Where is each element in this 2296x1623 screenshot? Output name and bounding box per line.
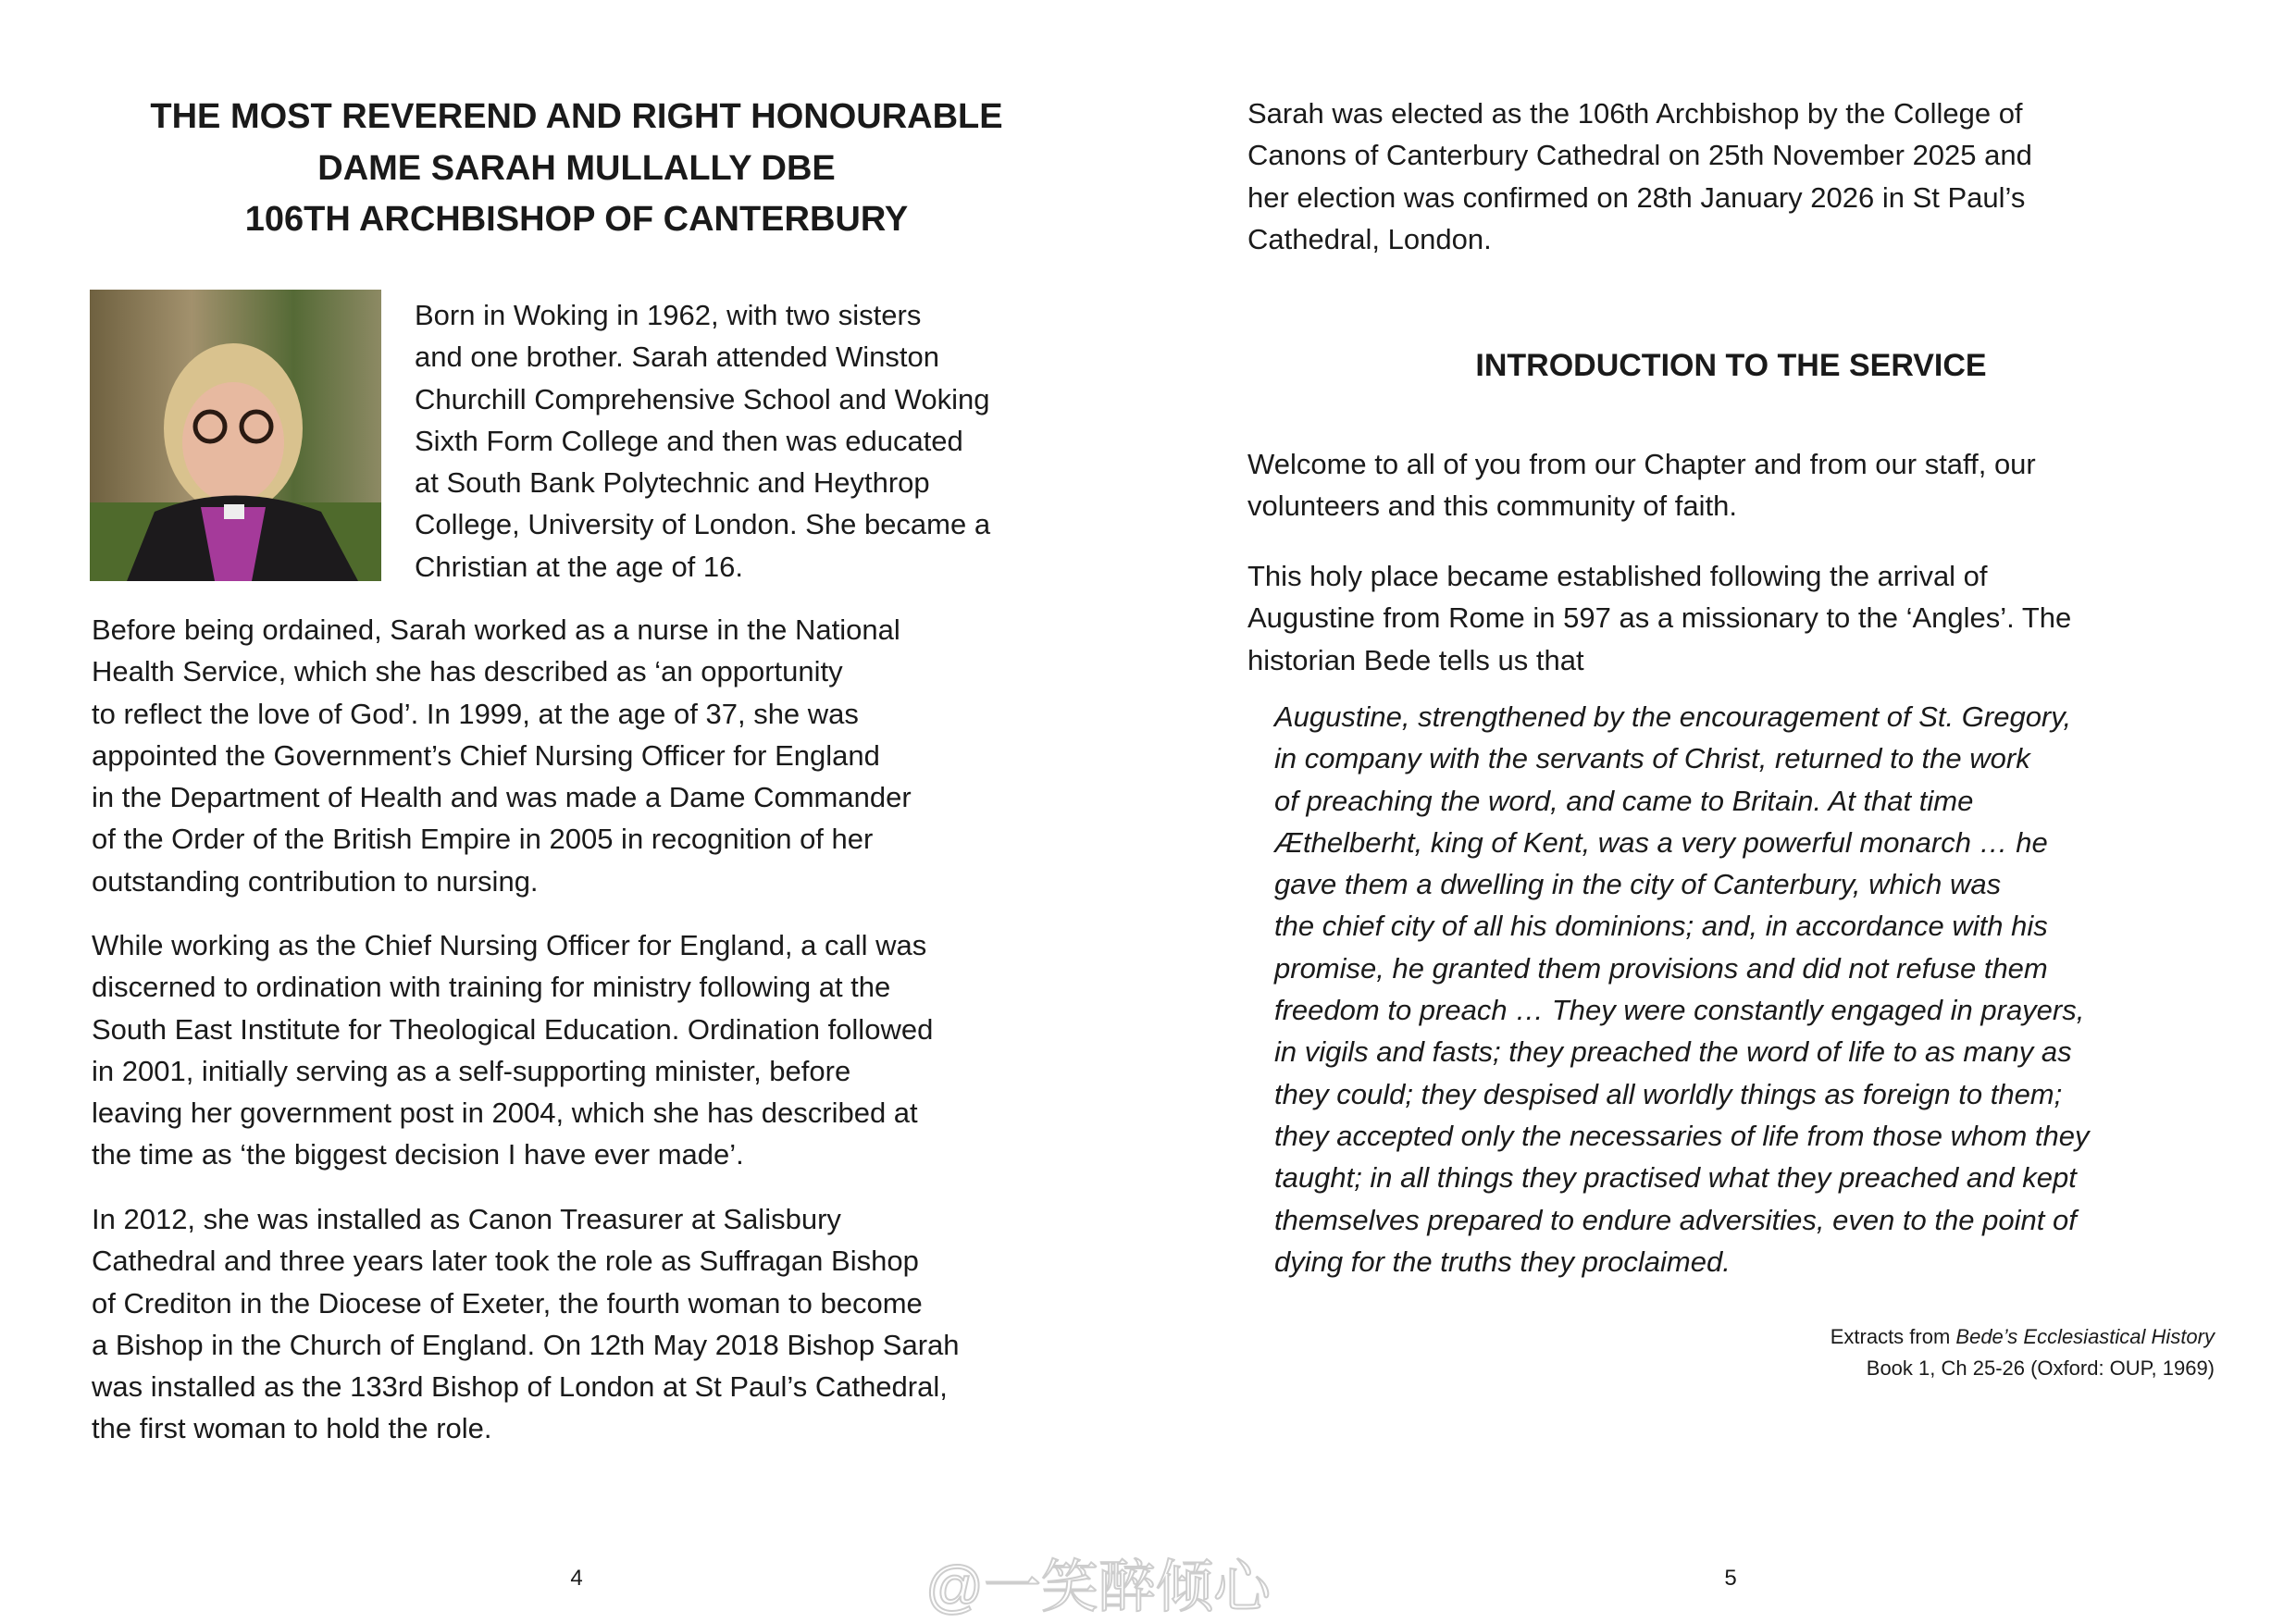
text-line: they accepted only the necessaries of life from those whom they <box>1274 1119 2090 1152</box>
page-number-left: 4 <box>570 1566 583 1591</box>
title-line: 106TH ARCHBISHOP OF CANTERBURY <box>244 200 909 239</box>
portrait-photo <box>90 290 381 581</box>
text-line: taught; in all things they practised what they preached and kept <box>1274 1161 2077 1195</box>
text-line: leaving her government post in 2004, which she has described at <box>92 1096 918 1130</box>
citation-source: Book 1, Ch 25-26 (Oxford: OUP, 1969) <box>1866 1357 2215 1380</box>
text-line: Health Service, which she has described as ‘an opportunity <box>92 655 843 688</box>
history-paragraph <box>1247 555 2071 681</box>
text-line: Augustine, strengthened by the encouragement of St. Gregory, <box>1274 700 2072 733</box>
text-line: promise, he granted them provisions and did not refuse them <box>1274 951 2048 985</box>
text-line: outstanding contribution to nursing. <box>92 864 539 898</box>
text-line: freedom to preach … They were constantly engaged in prayers, <box>1274 994 2085 1027</box>
citation-prefix: Extracts from <box>1830 1325 1956 1348</box>
text-line: Cathedral and three years later took the role as Suffragan Bishop <box>92 1245 919 1278</box>
text-line: Before being ordained, Sarah worked as a nurse in the National <box>92 613 900 646</box>
text-line: Cathedral, London. <box>1247 222 1492 255</box>
text-line: discerned to ordination with training for ministry following at the <box>92 971 891 1004</box>
welcome-paragraph <box>1247 443 2036 527</box>
text-line: Churchill Comprehensive School and Woking <box>415 382 990 415</box>
citation <box>1831 1321 2215 1384</box>
text-line: Sarah was elected as the 106th Archbishop by the College of <box>1247 97 2023 130</box>
text-line: Born in Woking in 1962, with two sisters <box>415 299 922 331</box>
citation-title: Bede’s Ecclesiastical History <box>1955 1325 2215 1348</box>
text-line: appointed the Government’s Chief Nursing Officer for England <box>92 738 880 772</box>
text-line: in 2001, initially serving as a self-supporting minister, before <box>92 1054 851 1087</box>
bede-quote <box>1274 696 2090 1282</box>
bio-paragraph-3 <box>92 924 933 1176</box>
text-line: volunteers and this community of faith. <box>1247 489 1737 523</box>
section-heading: INTRODUCTION TO THE SERVICE <box>1475 348 1987 383</box>
title-line: DAME SARAH MULLALLY DBE <box>317 148 836 188</box>
text-line: historian Bede tells us that <box>1247 643 1584 676</box>
title-line: THE MOST REVEREND AND RIGHT HONOURABLE <box>150 97 1003 136</box>
text-line: While working as the Chief Nursing Officer for England, a call was <box>92 929 927 961</box>
text-line: of Crediton in the Diocese of Exeter, the fourth woman to become <box>92 1286 923 1319</box>
text-line: a Bishop in the Church of England. On 12th May 2018 Bishop Sarah <box>92 1328 960 1361</box>
text-line: Christian at the age of 16. <box>415 550 744 583</box>
text-line: Augustine from Rome in 597 as a missionary to the ‘Angles’. The <box>1247 601 2072 635</box>
text-line: gave them a dwelling in the city of Canterbury, which was <box>1274 868 2002 901</box>
text-line: of the Order of the British Empire in 2005 in recognition of her <box>92 823 874 856</box>
text-line: the first woman to hold the role. <box>92 1412 492 1445</box>
text-line: the time as ‘the biggest decision I have ever made’. <box>92 1138 744 1171</box>
text-line: at South Bank Polytechnic and Heythrop <box>415 466 930 500</box>
page-number-right: 5 <box>1724 1566 1737 1591</box>
text-line: Æthelberht, king of Kent, was a very powerful monarch … he <box>1274 825 2048 859</box>
text-line: in the Department of Health and was made a Dame Commander <box>92 781 912 814</box>
text-line: the chief city of all his dominions; and, in accordance with his <box>1274 910 2048 943</box>
election-paragraph <box>1247 93 2032 260</box>
text-line: in vigils and fasts; they preached the word of life to as many as <box>1274 1035 2072 1069</box>
text-line: Canons of Canterbury Cathedral on 25th November 2025 and <box>1247 139 2032 172</box>
page-title <box>0 92 1153 246</box>
text-line: they could; they despised all worldly things as foreign to them; <box>1274 1077 2063 1110</box>
bio-paragraph-4 <box>92 1198 960 1450</box>
bio-paragraph-1 <box>415 294 990 588</box>
text-line: South East Institute for Theological Education. Ordination followed <box>92 1012 934 1046</box>
text-line: her election was confirmed on 28th January 2026 in St Paul’s <box>1247 180 2026 214</box>
text-line: in company with the servants of Christ, returned to the work <box>1274 742 2030 775</box>
text-line: Sixth Form College and then was educated <box>415 424 963 457</box>
text-line: College, University of London. She became a <box>415 508 991 541</box>
text-line: dying for the truths they proclaimed. <box>1274 1245 1731 1278</box>
bio-paragraph-2 <box>92 609 912 902</box>
text-line: Welcome to all of you from our Chapter and from our staff, our <box>1247 448 2036 480</box>
text-line: In 2012, she was installed as Canon Treasurer at Salisbury <box>92 1203 841 1235</box>
text-line: themselves prepared to endure adversities, even to the point of <box>1274 1203 2077 1236</box>
text-line: This holy place became established following the arrival of <box>1247 560 1988 592</box>
text-line: and one brother. Sarah attended Winston <box>415 341 940 374</box>
text-line: to reflect the love of God’. In 1999, at the age of 37, she was <box>92 697 859 730</box>
watermark: @一笑醉倾心 <box>925 1555 1271 1619</box>
text-line: of preaching the word, and came to Britain. At that time <box>1274 784 1974 817</box>
text-line: was installed as the 133rd Bishop of London at St Paul’s Cathedral, <box>92 1370 948 1404</box>
